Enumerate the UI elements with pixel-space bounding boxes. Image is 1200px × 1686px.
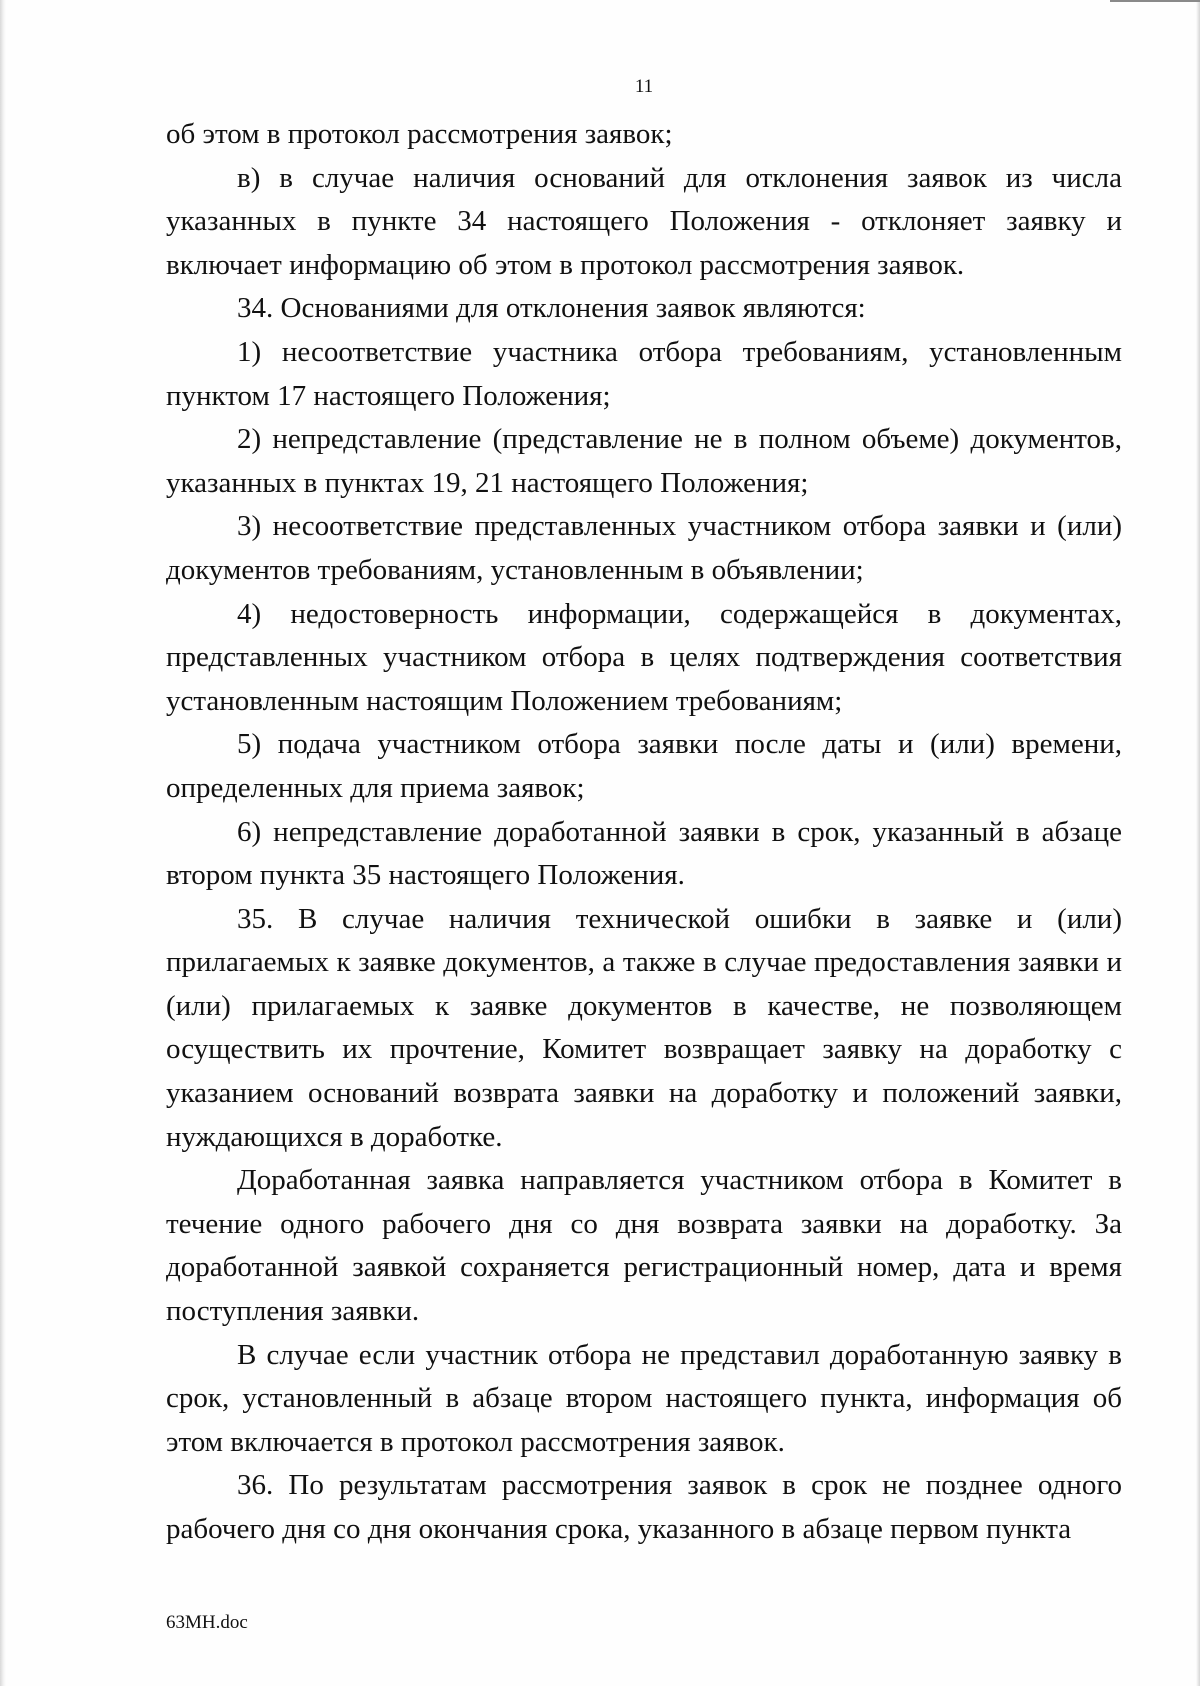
paragraph: 3) несоответствие представленных участником отбора заявки и (или) документов требованиям, установленным в объявлении;: [166, 510, 1122, 586]
document-body: [166, 113, 1122, 1552]
page-number: 11: [634, 76, 654, 97]
paragraph: 34. Основаниями для отклонения заявок являются:: [237, 292, 866, 325]
paragraph: 2) непредставление (представление не в полном объеме) документов, указанных в пунктах 19, 21 настоящего Положения;: [166, 423, 1122, 499]
scan-edge-right: [1196, 0, 1200, 1686]
paragraph: 4) недостоверность информации, содержащейся в документах, представленных участником отбора в целях подтверждения соответствия установленным настоящим Положением требованиям;: [166, 597, 1122, 717]
paragraph: 1) несоответствие участника отбора требованиям, установленным пунктом 17 настоящего Положения;: [166, 335, 1122, 412]
paragraph: Доработанная заявка направляется участником отбора в Комитет в течение одного рабочего дня со дня возврата заявки на доработку. За доработанной заявкой сохраняется регистрационный номер, дата и время поступления заявки.: [166, 1164, 1122, 1328]
paragraph: об этом в протокол рассмотрения заявок;: [166, 118, 673, 150]
paragraph: в) в случае наличия оснований для отклонения заявок из числа указанных в пункте 34 настоящего Положения - отклоняет заявку и включает информацию об этом в протокол рассмотрения заявок.: [166, 161, 1122, 281]
scan-edge-left: [0, 0, 6, 1686]
scan-top-line: [1110, 0, 1200, 2]
paragraph: 35. В случае наличия технической ошибки в заявке и (или) прилагаемых к заявке документов, а также в случае предоставления заявки и (или) прилагаемых к заявке документов в качестве, не позволяющем осуществить их прочтение, Комитет возвращает заявку на доработку с указанием оснований возврата заявки на доработку и положений заявки, нуждающихся в доработке.: [166, 902, 1122, 1153]
paragraph: 6) непредставление доработанной заявки в срок, указанный в абзаце втором пункта 35 настоящего Положения.: [166, 815, 1122, 892]
paragraph: В случае если участник отбора не представил доработанную заявку в срок, установленный в абзаце втором настоящего пункта, информация об этом включается в протокол рассмотрения заявок.: [166, 1338, 1122, 1458]
footer-filename: 63МН.doc: [166, 1612, 248, 1633]
paragraph: 5) подача участником отбора заявки после даты и (или) времени, определенных для приема заявок;: [166, 728, 1122, 804]
paragraph: 36. По результатам рассмотрения заявок в срок не позднее одного рабочего дня со дня окончания срока, указанного в абзаце первом пункта: [166, 1469, 1122, 1545]
